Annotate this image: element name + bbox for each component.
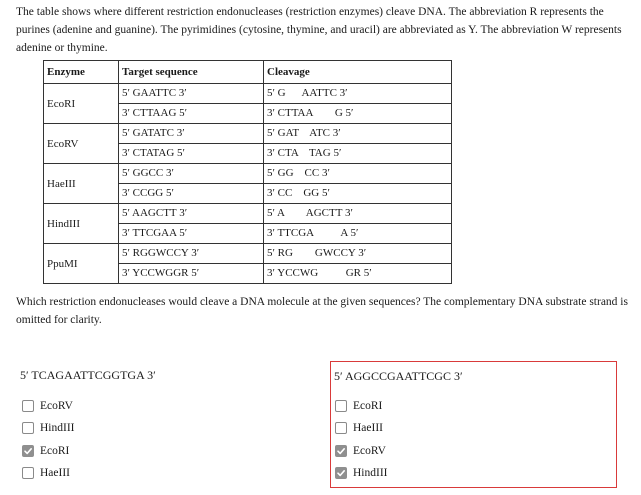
table-header-row <box>44 61 452 84</box>
target-sequence <box>119 244 264 284</box>
checkbox[interactable] <box>335 422 347 434</box>
option-label: EcoRV <box>353 445 386 457</box>
panel-sequence: 5′ AGGCCGAATTCGC 3′ <box>334 369 463 383</box>
enzyme-name: HaeIII <box>44 164 119 204</box>
cleavage-bottom-strand: 3′ CTTAA G 5′ <box>267 107 354 119</box>
option-hindiii[interactable] <box>335 465 388 481</box>
checkbox-checked[interactable] <box>335 467 347 479</box>
table-row <box>44 164 452 204</box>
option-label: HindIII <box>353 467 388 479</box>
option-haeiii[interactable] <box>22 465 70 481</box>
cleavage-bottom-strand: 3′ YCCWG GR 5′ <box>267 267 372 279</box>
target-sequence <box>119 84 264 124</box>
target-top-strand: 5′ GAATTC 3′ <box>119 84 263 104</box>
check-icon <box>23 446 33 456</box>
enzyme-table <box>43 60 452 284</box>
option-label: HindIII <box>40 422 75 434</box>
enzyme-name: PpuMI <box>44 244 119 284</box>
option-ecori[interactable] <box>22 443 69 459</box>
target-bottom-strand: 3′ CTTAAG 5′ <box>122 107 188 119</box>
intro-text: The table shows where different restriction endonucleases (restriction enzymes) cleave DNA. The abbreviation R represents the purines (adenine and guanine). The pyrimidines (cytosine, thymine, and uracil) are abbreviated as Y. The abbreviation W represents adenine or thymine. <box>16 6 622 54</box>
enzyme-name: EcoRV <box>44 124 119 164</box>
enzyme-name: EcoRI <box>44 84 119 124</box>
header-target-sequence: Target sequence <box>119 61 264 84</box>
table-row <box>44 244 452 284</box>
question-text: Which restriction endonucleases would cleave a DNA molecule at the given sequences? The complementary DNA substrate strand is omitted for clarity. <box>16 296 628 326</box>
cleavage-pattern <box>264 84 452 124</box>
cleavage-pattern <box>264 124 452 164</box>
cleavage-bottom-strand: 3′ TTCGA A 5′ <box>267 227 359 239</box>
check-icon <box>336 446 346 456</box>
target-bottom-strand: 3′ YCCWGGR 5′ <box>122 267 200 279</box>
option-ecorv[interactable] <box>22 398 73 414</box>
target-sequence <box>119 124 264 164</box>
header-enzyme: Enzyme <box>44 61 119 84</box>
option-ecori[interactable] <box>335 398 382 414</box>
checkbox[interactable] <box>22 400 34 412</box>
target-bottom-strand: 3′ CTATAG 5′ <box>122 147 185 159</box>
checkbox-checked[interactable] <box>22 445 34 457</box>
option-label: EcoRV <box>40 400 73 412</box>
checkbox[interactable] <box>335 400 347 412</box>
option-label: HaeIII <box>353 422 384 434</box>
cleavage-pattern <box>264 244 452 284</box>
checkbox[interactable] <box>22 467 34 479</box>
enzyme-name: HindIII <box>44 204 119 244</box>
target-top-strand: 5′ AAGCTT 3′ <box>119 204 263 224</box>
cleavage-top-strand: 5′ GG CC 3′ <box>264 164 451 184</box>
cleavage-pattern <box>264 164 452 204</box>
cleavage-top-strand: 5′ G AATTC 3′ <box>264 84 451 104</box>
table-row <box>44 204 452 244</box>
header-cleavage: Cleavage <box>264 61 452 84</box>
option-ecorv[interactable] <box>335 443 386 459</box>
target-top-strand: 5′ GATATC 3′ <box>119 124 263 144</box>
option-hindiii[interactable] <box>22 420 75 436</box>
target-top-strand: 5′ RGGWCCY 3′ <box>119 244 263 264</box>
cleavage-pattern <box>264 204 452 244</box>
table-row <box>44 124 452 164</box>
target-bottom-strand: 3′ TTCGAA 5′ <box>122 227 188 239</box>
cleavage-top-strand: 5′ GAT ATC 3′ <box>264 124 451 144</box>
target-sequence <box>119 204 264 244</box>
target-bottom-strand: 3′ CCGG 5′ <box>122 187 174 199</box>
cleavage-bottom-strand: 3′ CC GG 5′ <box>267 187 330 199</box>
option-label: EcoRI <box>40 445 70 457</box>
table-row <box>44 84 452 124</box>
option-label: EcoRI <box>353 400 383 412</box>
panel-sequence: 5′ TCAGAATTCGGTGA 3′ <box>20 368 156 382</box>
target-sequence <box>119 164 264 204</box>
cleavage-top-strand: 5′ A AGCTT 3′ <box>264 204 451 224</box>
target-top-strand: 5′ GGCC 3′ <box>119 164 263 184</box>
checkbox[interactable] <box>22 422 34 434</box>
option-label: HaeIII <box>40 467 71 479</box>
checkbox-checked[interactable] <box>335 445 347 457</box>
option-haeiii[interactable] <box>335 420 383 436</box>
cleavage-top-strand: 5′ RG GWCCY 3′ <box>264 244 451 264</box>
check-icon <box>336 468 346 478</box>
cleavage-bottom-strand: 3′ CTA TAG 5′ <box>267 147 342 159</box>
